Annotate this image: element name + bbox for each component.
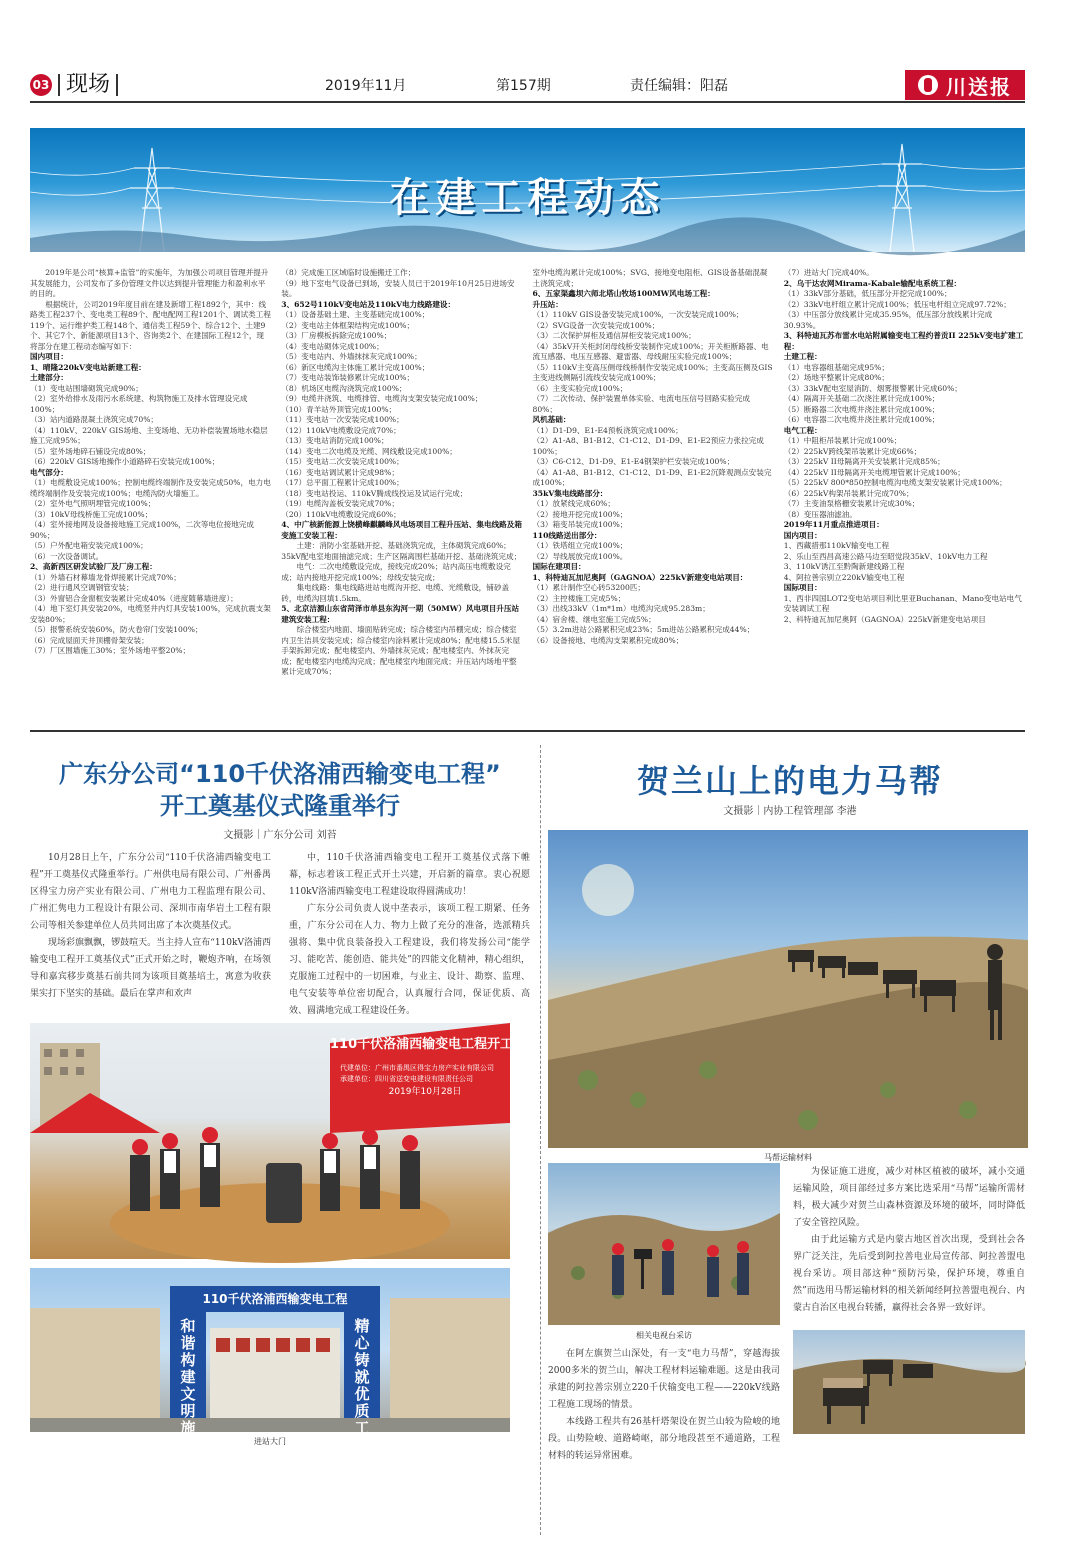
article-paragraph: 由于此运输方式是内蒙古地区首次出现，受到社会各界广泛关注，先后受到阿拉善电业局宣传部、阿拉善盟电视台采访。项目部这种“预防污染，保护环境，尊重自然”而选用马帮运输材料的相关新闻经阿拉善盟电视台、内蒙古自治区电视台转播，赢得社会各界一致好评。 <box>793 1235 1025 1313</box>
news-subheading: 5、北京洁源山东省菏泽市单县东沟河一期（50MW）风电项目升压站建筑安装工程： <box>281 604 520 624</box>
news-paragraph: （3）中压部分放线累计完成35.95%，低压部分放线累计完成30.93%。 <box>783 310 993 330</box>
news-paragraph: 2019年是公司“核算+监管”的实施年，为加强公司项目管理并提升其发展能力，公司发布了多份管理文件以达到提升管理能力和盈利水平的目的。 <box>30 268 269 298</box>
news-paragraph: （7）主变油泵格栅安装累计完成30%； <box>783 499 920 508</box>
news-paragraph: （4）隔离开关基础二次浇注累计完成100%； <box>783 394 940 403</box>
news-column-3 <box>533 268 774 720</box>
article2-byline: 文摄影｜内协工程管理部 李港 <box>723 806 857 817</box>
news-paragraph: （9）电缆井浇筑、电缆排管、电缆沟支架安装完成100%； <box>281 394 483 403</box>
news-subheading: 2、高新西区研发试验厂及厂房工程： <box>30 562 157 571</box>
news-paragraph: （3）箱变吊装完成100%； <box>532 520 628 529</box>
news-paragraph: （6）220kV GIS场地操作小道路碎石安装完成100%； <box>30 457 220 466</box>
news-paragraph: （3）33kV配电室屋消防、烟雾报警累计完成60%； <box>783 383 962 393</box>
news-paragraph: （4）A1-A8、B1-B12、C1-C12、D1-D9、E1-E2沉降观测点安装完成100%； <box>532 467 772 487</box>
news-paragraph: （2）SVG设备一次安装完成100%； <box>532 320 660 330</box>
news-paragraph: （5）断路器二次电缆井浇注累计完成100%； <box>783 404 940 414</box>
news-paragraph: 1、西藏措那110kV输变电工程 <box>783 541 890 550</box>
news-paragraph: （6）设备接地、电缆沟支架累积完成80%； <box>532 635 684 645</box>
news-paragraph: 集电线路：集电线路进站电缆沟开挖、电缆、光缆敷设，铺砂盖砖，电缆沟回填1.5km。 <box>281 583 510 603</box>
gate-left-slogan: 和谐构建文明施工 <box>180 1317 196 1454</box>
ceremony-photo <box>30 1023 527 1259</box>
news-subheading: 电气部分： <box>30 467 68 477</box>
newspaper-logo <box>905 70 1025 100</box>
news-paragraph: （3）10kV母线桥施工完成100%； <box>30 509 153 519</box>
gate-right-slogan: 精心铸就优质工程 <box>354 1317 370 1454</box>
mule-photo-caption: 马帮运输材料 <box>764 1153 812 1162</box>
article1-title <box>30 758 530 822</box>
news-column-2 <box>281 268 522 720</box>
news-subheading: 4、中广核新能源上饶横峰麒麟峰风电场项目工程升压站、集电线路及箱变施工安装工程： <box>281 520 522 540</box>
news-paragraph: （2）33kV电杆组立累计完成100%；低压电杆组立完成97.72%； <box>783 299 1011 309</box>
news-subheading: 升压站： <box>532 299 563 309</box>
news-paragraph: （1）铁塔组立完成100%； <box>532 541 628 550</box>
news-paragraph: 1、西非四国LOT2变电站项目利比里亚Buchanan、Mano变电站电气安装调试工程 <box>783 593 1022 613</box>
article1-body <box>30 850 530 1020</box>
news-paragraph: （18）变电站投运、110kV腾成线投运及试运行完成； <box>281 488 468 498</box>
news-paragraph: （14）变电二次电缆及光缆、网线敷设完成100%； <box>281 446 457 456</box>
ceremony-banner-text: 110千伏洛浦西输变电工程开工奠 <box>330 1037 527 1052</box>
news-subheading: 1、科特迪瓦加尼奥阿（GAGNOA）225kV新建变电站项目： <box>532 572 748 582</box>
news-paragraph: （3）厂房模板拆除完成100%； <box>281 331 392 340</box>
news-paragraph: （1）电缆敷设完成100%；控制电缆终端制作及安装完成50%，电力电缆终端制作及安装完成100%；电缆沟防火墙施工。 <box>30 478 271 498</box>
news-paragraph: （7）厂区围墙施工30%；室外场地平整20%； <box>30 646 191 655</box>
news-paragraph: （3）出线33kV（1m*1m）电缆沟完成95.283m； <box>532 604 710 613</box>
news-paragraph: （3）C6-C12、D1-D9、E1-E4钢架护栏安装完成100%； <box>532 457 735 466</box>
article-paragraph: 10月28日上午，广东分公司“110千伏洛浦西输变电工程”开工奠基仪式隆重举行。广州供电局有限公司、广州番禺区得宝力房产实业有限公司、广州电力工程监理有限公司、广州汇隽电力工程设计有限公司、深圳市南华岩土工程有限公司等相关参建单位人员共同出席了本次奠基仪式。 <box>30 853 271 931</box>
tv-interview-scene <box>548 1163 780 1325</box>
mule-load-photo <box>793 1330 1025 1434</box>
news-paragraph: （2）场地平整累计完成80%； <box>783 373 889 382</box>
news-paragraph: （1）D1-D9、E1-E4预板浇筑完成100%； <box>532 425 683 435</box>
news-paragraph: （5）变电站内、外墙抹抹灰完成100%； <box>281 352 422 361</box>
news-paragraph: （4）110kV、220kV GIS场地、主变场地、无功补偿装置场地水稳层施工完成95%； <box>30 425 268 445</box>
news-paragraph: 综合楼室内地面、墙面贴砖完成；综合楼室内吊棚完成；综合楼室内卫生洁具安装完成；综合楼室内涂料累计完成80%；配电楼15.5米屋手架拆卸完成；配电楼室内、外墙抹灰完成；配电楼室内、外抹灰完成；配电楼室内电缆沟完成；配电楼室内地面完成；升压站内场地平整累计完成70%； <box>281 625 521 676</box>
article1-col2 <box>289 850 530 1020</box>
news-paragraph: （16）变电站调试累计完成98%； <box>281 467 399 477</box>
page-number: 03 <box>30 74 52 96</box>
news-paragraph: （2）A1-A8、B1-B12、C1-C12、D1-D9、E1-E2预应力张拉完成100%； <box>532 436 764 456</box>
mule-caravan-scene <box>548 830 1028 1148</box>
logo-emblem-icon <box>918 75 938 95</box>
news-paragraph: （4）35kV开关柜封闭母线桥安装制作完成100%；开关柜断路器、电流互感器、电压互感器、避雷器、母线耐压实验完成100%； <box>532 341 769 361</box>
news-paragraph: （2）室外电气照明埋管完成100%； <box>30 499 156 508</box>
section-name: 现场 <box>58 74 118 96</box>
article-paragraph: 为保证施工进度，减少对林区植被的破坏，减小交通运输风险，项目部经过多方案比选采用“马帮”运输所需材料，极大减少对贺兰山森林资源及环境的破坏，同时降低了安全管控风险。 <box>793 1167 1025 1228</box>
news-paragraph: （5）室外场地碎石铺设完成80%； <box>30 446 151 456</box>
news-paragraph: （7）进站大门完成40%。 <box>783 268 874 277</box>
news-paragraph: 2、科特迪瓦加尼奥阿（GAGNOA）225kV新建变电站项目 <box>783 614 986 624</box>
news-paragraph: （20）110kV电缆敷设完成60%； <box>281 509 401 519</box>
news-paragraph: （4）宿舍楼、继电室施工完成5%； <box>532 614 656 624</box>
news-paragraph: （19）电缆沟盖板安装完成70%； <box>281 499 399 508</box>
section-banner <box>30 128 1025 252</box>
news-paragraph: （1）中阻柜吊装累计完成100%； <box>783 436 902 445</box>
news-subheading: 2019年11月重点推进项目： <box>783 520 884 529</box>
ceremony-contractor-line: 承建单位：四川省送变电建设有限责任公司 <box>340 1075 473 1083</box>
news-subheading: 1、晴隆220kV变电站新建工程： <box>30 362 146 372</box>
article2-right-text <box>793 1164 1025 1317</box>
news-subheading: 35kV集电线路部分： <box>532 488 608 498</box>
news-paragraph: （6）电容器二次电缆井浇注累计完成100%； <box>783 415 940 424</box>
news-subheading: 风机基础： <box>532 415 571 424</box>
article-paragraph: 在阿左旗贺兰山深处，有一支“电力马帮”，穿越海拔2000多米的贺兰山，解决工程材料运输难题。这是由我司承建的阿拉善宗别立220千伏输变电工程——220kV线路工程施工现场的情景。 <box>548 1349 780 1410</box>
news-paragraph: 根据统计，公司2019年度目前在建及新增工程1892个，其中：线路类工程237个、变电类工程89个、配电配网工程1201个、调试类工程119个、运行维护类工程148个、通信类工程59个、综合12个、土建9个、其它7个、新能源项目13个、咨询类2个、在建国际工程12个，现将部分在建工程动态编写如下： <box>30 299 271 351</box>
tv-photo-caption: 相关电视台采访 <box>636 1331 692 1340</box>
mule-caravan-photo <box>548 830 1028 1148</box>
news-paragraph: 3、110kV诱江至黔陶新建线路工程 <box>783 562 905 571</box>
news-column-4 <box>784 268 1025 720</box>
news-paragraph: （1）电容器组基础完成95%； <box>783 362 889 372</box>
news-subheading: 110线路送出部分： <box>532 530 602 540</box>
article2-title: 贺兰山上的电力马帮 <box>636 762 943 800</box>
news-paragraph: （7）变电站装饰装修累计完成100%； <box>281 373 415 382</box>
news-paragraph: （6）新区电缆沟主体施工累计完成100%； <box>281 362 430 372</box>
news-paragraph: （4）地下室灯具安装20%，电缆竖井内灯具安装100%，完成抗震支架安装80%； <box>30 604 271 624</box>
news-subheading: 国际项目： <box>783 583 822 592</box>
article-paragraph: 中，110千伏洛浦西输变电工程开工奠基仪式落下帷幕，标志着该工程正式开土兴建，开启新的篇章。衷心祝愿110kV洛浦西输变电工程建设取得圆满成功！ <box>289 853 530 897</box>
gate-sign-text: 110千伏洛浦西输变电工程 <box>202 1292 348 1306</box>
ceremony-banner-details <box>340 1063 510 1098</box>
news-paragraph: （1）累计制作空心砖53200匹； <box>532 583 646 592</box>
news-subheading: 3、科特迪瓦苏布雷水电站附属输变电工程约普贡II 225kV变电扩建工程： <box>783 331 1024 351</box>
news-paragraph: （2）室外给排水及雨污水系统建、构筑物施工及排水管理设完成100%； <box>30 394 248 414</box>
news-paragraph: （7）二次传动、保护装置单体实验、电流电压信号回路实验完成80%； <box>532 394 750 414</box>
news-paragraph: （1）设备基础土建、主变基础完成100%； <box>281 310 430 319</box>
newspaper-name: 川送报 <box>946 74 1012 99</box>
news-paragraph: （2）变电站主体框架结构完成100%； <box>281 320 415 330</box>
news-subheading: 国际在建项目： <box>532 562 586 571</box>
tv-interview-photo <box>548 1163 780 1325</box>
article1-byline: 文摄影｜广东分公司 刘苔 <box>223 830 337 841</box>
news-paragraph: （2）225kV跨线架吊装累计完成66%； <box>783 446 922 456</box>
news-paragraph: （3）225kV II母隔离开关安装累计完成85%； <box>783 457 945 466</box>
mule-load-scene <box>793 1330 1025 1434</box>
ceremony-scene <box>30 1023 527 1259</box>
news-paragraph: （3）二次保护屏柜及通信屏柜安装完成100%； <box>532 331 696 340</box>
banner-title: 在建工程动态 <box>389 175 666 221</box>
news-paragraph: 4、阿拉善宗别立220kV输变电工程 <box>783 572 905 582</box>
news-paragraph: （6）225kV构架吊装累计完成70%； <box>783 488 914 498</box>
news-paragraph: （4）变电站砌体完成100%； <box>281 341 384 351</box>
news-paragraph: （3）外窗铝合金窗框安装累计完成40%（进度随幕墙进度）； <box>30 593 238 603</box>
news-paragraph: （1）33kV部分基础，低压部分开挖完成100%； <box>783 289 952 298</box>
article1-title-line1: 广东分公司“110千伏洛浦西输变电工程” <box>59 760 501 788</box>
news-paragraph: （5）110kV主变高压侧母线桥制作安装完成100%；主变高压侧及GIS主变进线侧隔引流线安装完成100%； <box>532 362 773 382</box>
news-subheading: 2、乌干达农网Mirama-Kabale输配电系统工程： <box>783 278 962 288</box>
news-subheading: 3、652号110kV变电站及110kV电力线路建设： <box>281 299 456 309</box>
news-paragraph: （6）一次设备调试。 <box>30 551 104 561</box>
news-subheading: 土建工程： <box>783 352 822 361</box>
project-news-columns <box>30 268 1025 720</box>
news-paragraph: （6）完成屋面天井顶棚骨架安装； <box>30 635 149 645</box>
news-paragraph: （2）进行通风空调钢管安装； <box>30 583 134 592</box>
news-paragraph: （10）青羊站外顶管完成100%； <box>281 404 397 414</box>
news-paragraph: （12）110kV电缆敷设完成70%； <box>281 425 401 435</box>
news-paragraph: （4）225kV II母隔离开关电缆埋管累计完成100%； <box>783 467 965 477</box>
news-column-1 <box>30 268 271 720</box>
article1-title-line2: 开工奠基仪式隆重举行 <box>160 792 400 820</box>
news-subheading: 国内项目： <box>30 352 68 361</box>
news-paragraph: （6）主变实验完成100%； <box>532 383 628 393</box>
news-paragraph: （3）站内道路混凝土浇筑完成70%； <box>30 415 159 424</box>
news-paragraph: （5）报警系统安装60%，防火卷帘门安装100%； <box>30 625 203 634</box>
news-paragraph: （5）3.2m进站公路累积完成23%；5m进站公路累积完成44%； <box>532 625 755 634</box>
article-paragraph: 本线路工程共有26基杆塔架设在贺兰山较为险峻的地段。山势险峻、道路崎岖，部分地段甚至不通道路，工程材料的转运异常困难。 <box>548 1417 780 1461</box>
news-paragraph: 土建：消防小室基础开挖、基础浇筑完成，主体砌筑完成60%；35kV配电室地面抽滤完成；生产区隔离围栏基础开挖、基础浇筑完成； <box>281 541 522 561</box>
gate-photo-caption: 进站大门 <box>254 1437 286 1446</box>
section-divider <box>30 730 1025 732</box>
news-paragraph: （11）变电站一次安装完成100%； <box>281 415 404 424</box>
page-header <box>30 70 1025 100</box>
news-paragraph: （1）110kV GIS设备安装完成100%，一次安装完成100%； <box>532 310 744 319</box>
article1-col1 <box>30 850 271 1020</box>
news-paragraph: （8）机场区电缆沟浇筑完成100%； <box>281 383 407 393</box>
news-paragraph: 2、乐山至西昌高速公路马边至昭觉段35kV、10kV电力工程 <box>783 551 988 561</box>
news-paragraph: （5）225kV 800*850控制电缆沟电缆支架安装累计完成100%； <box>783 478 1007 487</box>
news-paragraph: （15）变电站二次安装完成100%； <box>281 457 404 466</box>
article-divider <box>540 745 541 1535</box>
ceremony-client-line: 代建单位：广州市番禺区得宝力房产实业有限公司 <box>340 1064 494 1072</box>
article-paragraph: 广东分公司负责人说中垄表示，该项工程工期紧、任务重，广东分公司在人力、物力上做了充分的准备，选派精兵强将、集中优良装备投入工程建设，我们将发扬公司“能学习、能吃苦、能创造、能共处”的四能文化精神，精心组织，克服施工过程中的一切困难，与业主、设计、勘察、监理、电气安装等单位密切配合，认真履行合同，保证优质、高效、圆满地完成工程建设任务。 <box>289 904 530 1016</box>
news-paragraph: （8）完成施工区域临时设施搬迁工作； <box>281 268 416 277</box>
issue-number: 第157期 <box>496 78 551 94</box>
news-paragraph: （8）变压器油滤油。 <box>783 509 857 519</box>
ceremony-date: 2019年10月28日 <box>388 1087 462 1097</box>
news-subheading: 6、五家渠鑫坝六师北塔山牧场100MW风电场工程： <box>532 289 715 298</box>
news-paragraph: （2）接地开挖完成100%； <box>532 509 628 519</box>
news-subheading: 电气工程： <box>783 425 822 435</box>
header-rule <box>30 101 1025 103</box>
news-paragraph: （9）地下室电气设备已到场，安装人员已于2019年10月25日进场安装。 <box>281 278 515 298</box>
news-paragraph: （1）变电站围墙砌筑完成90%； <box>30 383 143 393</box>
news-paragraph: （13）变电站消防完成100%； <box>281 436 389 445</box>
editor-credit: 责任编辑：阳磊 <box>630 78 728 94</box>
news-subheading: 国内项目： <box>783 530 822 540</box>
article2-left-text <box>548 1346 780 1465</box>
news-paragraph: （2）导线展放完成100%。 <box>532 551 628 561</box>
news-paragraph: （1）外墙石材幕墙龙骨焊接累计完成70%； <box>30 572 181 582</box>
news-subheading: 土建部分： <box>30 373 68 382</box>
news-paragraph: （4）室外接地网及设备接地施工完成100%，二次等电位接地完成90%； <box>30 520 254 540</box>
news-paragraph: （1）放紧线完成60%； <box>532 499 615 508</box>
news-paragraph: 室外电缆沟累计完成100%；SVG、接地变电阻柜、GIS设备基础混凝土浇筑完成； <box>532 268 768 288</box>
news-paragraph: （2）主控楼施工完成5%； <box>532 593 626 603</box>
news-paragraph: （17）总平面工程累计完成100%； <box>281 478 404 487</box>
news-paragraph: （5）户外配电箱安装完成100%； <box>30 541 148 550</box>
news-paragraph: 电气：二次电缆敷设完成，接线完成20%；站内高压电缆敷设完成；站内接地开挖完成100%；母线安装完成； <box>281 562 511 582</box>
issue-date: 2019年11月 <box>325 78 407 94</box>
article-paragraph: 现场彩旗飘飘，锣鼓喧天。当主持人宣布“110kV洛浦西输变电工程开工奠基仪式”正式开始之时，鞭炮齐响，在场领导和嘉宾移步奠基石前共同为该项目奠基培土，寓意为收获果实打下坚实的基础。最后在掌声和欢声 <box>30 938 271 999</box>
